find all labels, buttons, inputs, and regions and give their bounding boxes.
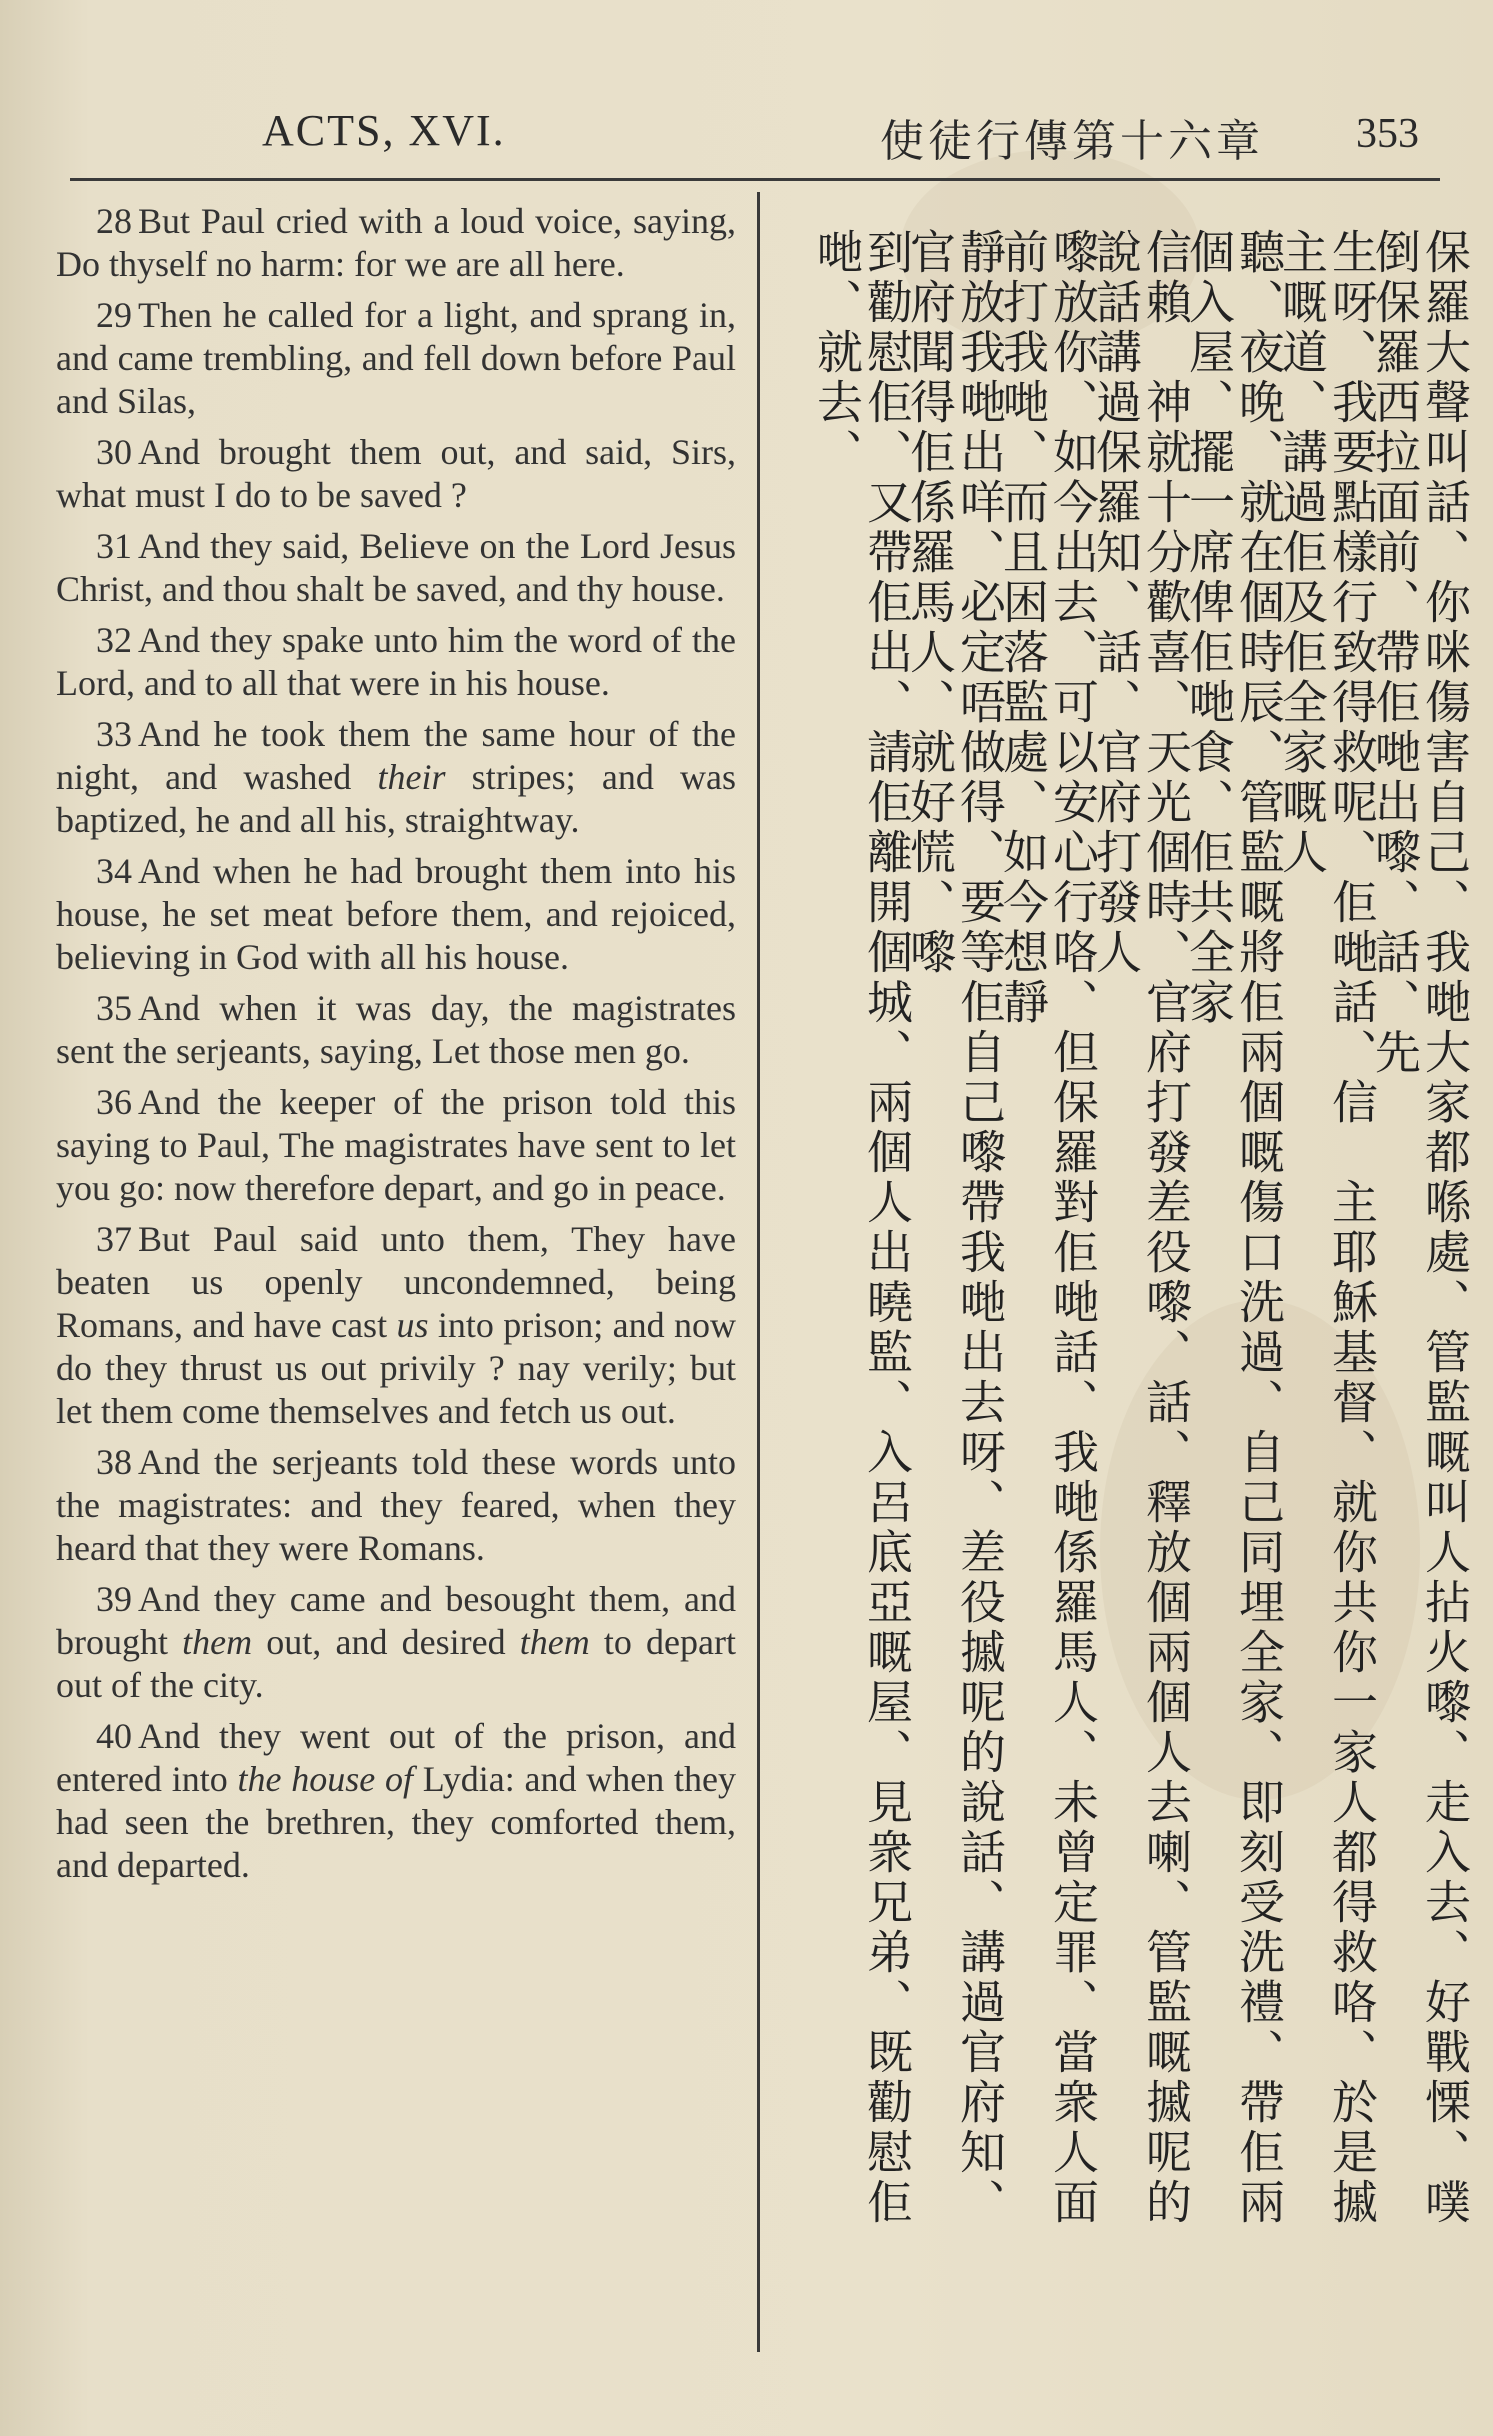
verse-31: 31 And they said, Believe on the Lord Jesus Christ, and thou shalt be saved, and thy house. [56, 526, 736, 609]
verse-29: 29 Then he called for a light, and sprang in, and came trembling, and fell down before Paul and Silas, [56, 295, 736, 421]
chinese-line: 生呀、我要點樣行致得救呢、佢哋話、信 主耶穌基督、就你共你一家人都得救咯、於是摵 主嘅道、講過佢及佢全家嘅人 [1275, 228, 1379, 2278]
verse-39: 39 And they came and besought them, and brought them out, and desired them to depart out of the city. [56, 1579, 736, 1705]
verse-34: 34 And when he had brought them into his house, he set meat before them, and rejoiced, believing in God with all his house. [56, 851, 736, 977]
header-rule [70, 178, 1440, 181]
verse-40: 40 And they went out of the prison, and entered into the house of Lydia: and when they had seen the brethren, they comforted them, and departed. [56, 1716, 736, 1885]
verse-37: 37 But Paul said unto them, They have beaten us openly uncondemned, being Romans, and have cast us into prison; and now do they thrust us out privily ? nay verily; but let them come themselves and fetch us out. [56, 1219, 736, 1431]
chinese-line: 聽、夜晚、就在個時辰、管監嘅將佢兩個嘅傷口洗過、自己同埋全家、即刻受洗禮、帶佢兩個入屋、擺一席俾佢哋食、佢共全家 [1182, 228, 1286, 2228]
verse-38: 38 And the serjeants told these words unto the magistrates: and they feared, when they heard that they were Romans. [56, 1442, 736, 1568]
verse-32: 32 And they spake unto him the word of the Lord, and to all that were in his house. [56, 620, 736, 703]
chinese-line: 靜放我哋出咩、必定唔做得、要等佢自己嚟帶我哋出去呀、差役摵呢的說話、講過官府知、官府聞得佢係羅馬人、就好慌、嚟 [903, 228, 1007, 2228]
verse-33: 33 And he took them the same hour of the night, and washed their stripes; and was baptized, he and all his, straightway. [56, 714, 736, 840]
column-divider [757, 192, 760, 2352]
page-number: 353 [1356, 111, 1419, 157]
verse-35: 35 And when it was day, the magistrates sent the serjeants, saying, Let those men go. [56, 988, 736, 1071]
verse-28: 28 But Paul cried with a loud voice, saying, Do thyself no harm: for we are all here. [56, 201, 736, 284]
english-text-column [56, 200, 736, 1895]
verse-30: 30 And brought them out, and said, Sirs, what must I do to be saved ? [56, 432, 736, 515]
chinese-line: 嚟放你、如今出去、可以安心行咯、但保羅對佢哋話、我哋係羅馬人、未曾定罪、當衆人面前打我哋、而且困落監處、如今想靜 [996, 228, 1100, 2228]
chinese-line: 信賴 神就十分歡喜、天光個時、官府打發差役嚟、話、釋放個兩個人去喇、管監嘅摵呢的說話講過保羅知、話、官府打發人 [1089, 228, 1193, 2228]
running-header-chinese: 使徒行傳第十六章 [880, 116, 1264, 167]
running-header-english: ACTS, XVI. [262, 106, 506, 155]
chinese-line: 保羅大聲叫話、你咪傷害自己、我哋大家都喺處、管監嘅叫人拈火嚟、走入去、好戰慄、噗倒保羅西拉面前、帶佢哋出嚟、話、先 [1368, 228, 1472, 2228]
chinese-text-column [770, 228, 1472, 2278]
verse-36: 36 And the keeper of the prison told this saying to Paul, The magistrates have sent to let you go: now therefore depart, and go in peace. [56, 1082, 736, 1208]
chinese-line: 到勸慰佢、又帶佢出、請佢離開個城、兩個人出曉監、入呂底亞嘅屋、見衆兄弟、既勸慰佢哋、就去、 [810, 228, 914, 2228]
